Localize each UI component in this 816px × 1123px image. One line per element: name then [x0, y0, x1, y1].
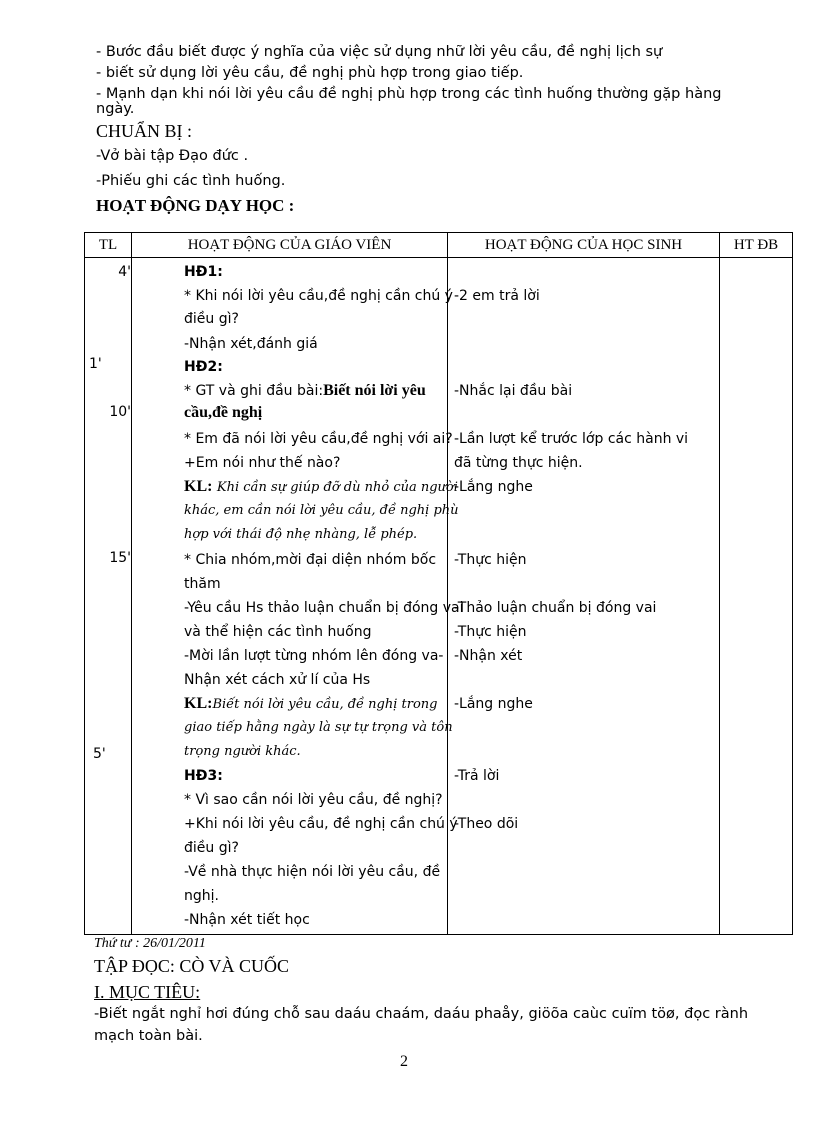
hs-line: -Lắng nghe	[454, 479, 533, 495]
teacher-cell	[132, 258, 464, 935]
gv-line: và thể hiện các tình huống	[184, 624, 372, 640]
gv-line: trọng người khác.	[184, 744, 301, 759]
gv-line: -Nhận xét tiết học	[184, 912, 310, 928]
gv-line: -Mời lần lượt từng nhóm lên đóng va-	[184, 648, 444, 664]
hs-line: -Nhận xét	[454, 648, 523, 664]
kl-text: Khi cần sự giúp đỡ dù nhỏ của người	[216, 480, 458, 495]
gv-line: Nhận xét cách xử lí của Hs	[184, 672, 371, 688]
hs-line: đã từng thực hiện.	[454, 455, 583, 471]
htdb-cell	[720, 258, 793, 935]
objective-line-1: -Biết ngắt nghỉ hơi đúng chỗ sau daáu chaám, daáu phaåy, giöõa caùc cuïm töø, đọc rành	[94, 1006, 749, 1022]
gv-line: * Chia nhóm,mời đại diện nhóm bốc	[184, 552, 437, 568]
hs-line: -Trả lời	[454, 768, 500, 784]
prep-item-1: -Vở bài tập Đạo đức .	[96, 148, 249, 164]
gv-line: điều gì?	[184, 311, 239, 327]
hs-line: -Thực hiện	[454, 552, 527, 568]
kl-label: KL:	[184, 478, 213, 495]
lesson-plan-table	[84, 232, 793, 935]
intro-line-2: - biết sử dụng lời yêu cầu, đề nghị phù hợp trong giao tiếp.	[96, 65, 524, 81]
gv-line: -Yêu cầu Hs thảo luận chuẩn bị đóng vai	[184, 600, 464, 616]
gv-line	[184, 692, 437, 717]
intro-line-1: - Bước đầu biết được ý nghĩa của việc sử dụng nhữ lời yêu cầu, đề nghị lịch sự	[96, 44, 663, 60]
header-tl: TL	[85, 233, 132, 258]
gv-line: -Nhận xét,đánh giá	[184, 336, 318, 352]
gv-line	[184, 379, 426, 403]
table-row	[85, 258, 793, 935]
gv-line: điều gì?	[184, 840, 239, 856]
kl-text: Biết nói lời yêu cầu, đề nghị trong	[212, 697, 438, 712]
intro-line-4: ngày.	[96, 101, 135, 117]
gv-line: * Khi nói lời yêu cầu,đề nghị cần chú ý	[184, 288, 453, 304]
hs-line: -2 em trả lời	[454, 288, 540, 304]
gv-line: HĐ3:	[184, 768, 223, 784]
hs-line: -Theo dõi	[454, 816, 519, 832]
prep-item-2: -Phiếu ghi các tình huống.	[96, 173, 286, 189]
activity-title: HOẠT ĐỘNG DẠY HỌC :	[96, 196, 295, 215]
header-htdb: HT ĐB	[720, 233, 793, 258]
gv-line: HĐ2:	[184, 359, 223, 375]
gv-line: thăm	[184, 576, 221, 592]
gv-line: khác, em cần nói lời yêu cầu, đề nghị phù	[184, 503, 459, 518]
hs-line: -Lần lượt kể trước lớp các hành vi	[454, 431, 689, 447]
gv-line: +Em nói như thế nào?	[184, 455, 341, 471]
gv-line: +Khi nói lời yêu cầu, đề nghị cần chú ý	[184, 816, 458, 832]
header-student: HOẠT ĐỘNG CỦA HỌC SINH	[448, 233, 720, 258]
intro-line-3: - Mạnh dạn khi nói lời yêu cầu đề nghị phù hợp trong các tình huống thường gặp hàng	[96, 86, 722, 102]
lesson-date: Thứ tư : 26/01/2011	[94, 936, 206, 951]
hs-line: -Lắng nghe	[454, 696, 533, 712]
tl-value: 15'	[109, 550, 131, 566]
objective-line-2: mạch toàn bài.	[94, 1028, 203, 1044]
gv-line: hợp với thái độ nhẹ nhàng, lễ phép.	[184, 527, 418, 542]
tl-value: 4'	[118, 264, 131, 280]
gv-line: * Em đã nói lời yêu cầu,đề nghị với ai?	[184, 431, 453, 447]
tl-value: 10'	[109, 404, 131, 420]
lesson-topic: Biết nói lời yêu	[323, 382, 426, 399]
hs-line: -Thực hiện	[454, 624, 527, 640]
kl-label: KL:	[184, 695, 213, 712]
table-header-row	[85, 233, 793, 258]
tl-value: 5'	[93, 746, 106, 762]
student-cell	[448, 258, 720, 935]
gv-line	[184, 475, 458, 500]
gv-line: cầu,đề nghị	[184, 404, 263, 421]
gv-line: HĐ1:	[184, 264, 223, 280]
tl-cell	[85, 258, 132, 935]
tl-value: 1'	[89, 356, 102, 372]
hs-line: -Nhắc lại đầu bài	[454, 383, 573, 399]
prep-title: CHUẨN BỊ :	[96, 121, 193, 141]
page-number: 2	[400, 1053, 408, 1070]
hs-line: -Thảo luận chuẩn bị đóng vai	[454, 600, 657, 616]
gv-line: nghị.	[184, 888, 219, 904]
gv-line-part: * GT và ghi đầu bài:	[184, 383, 324, 399]
gv-line: * Vì sao cần nói lời yêu cầu, đề nghị?	[184, 792, 443, 808]
objective-title: I. MỤC TIÊU:	[94, 982, 201, 1002]
gv-line: giao tiếp hằng ngày là sự tự trọng và tôn	[184, 720, 453, 735]
lesson-title: TẬP ĐỌC: CÒ VÀ CUỐC	[94, 956, 290, 976]
gv-line: -Về nhà thực hiện nói lời yêu cầu, đề	[184, 864, 441, 880]
header-teacher: HOẠT ĐỘNG CỦA GIÁO VIÊN	[132, 233, 448, 258]
